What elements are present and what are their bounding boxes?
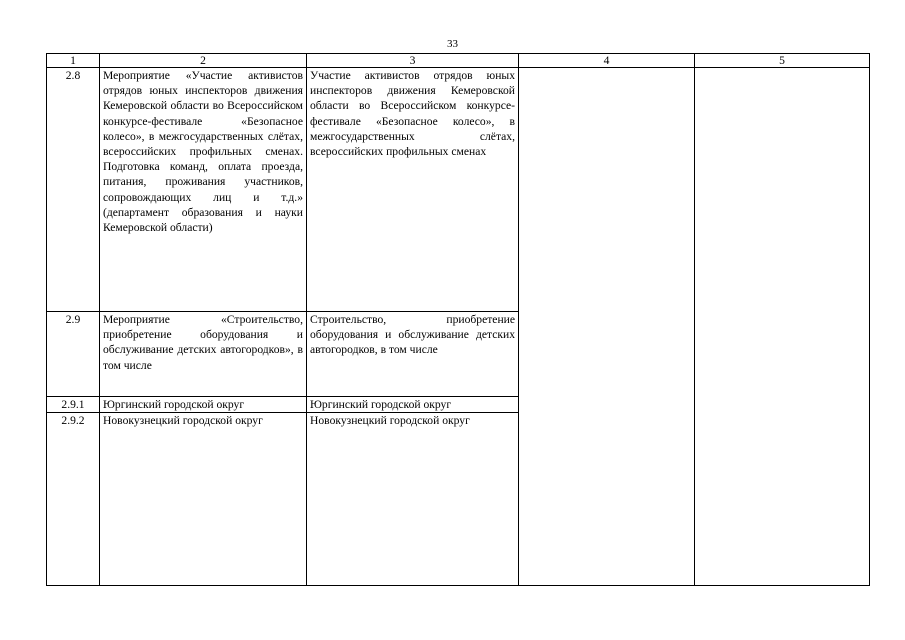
row-number: 2.9.1 [47, 397, 100, 413]
page-number: 33 [447, 38, 458, 50]
measure-name: Мероприятие «Строительство, приобретение оборудования и обслуживание детских автогородков», в том числе [100, 312, 307, 397]
measure-description: Юргинский городской округ [307, 397, 519, 413]
column-4-cell [519, 68, 695, 586]
measures-table [46, 53, 870, 586]
measure-name: Новокузнецкий городской округ [100, 413, 307, 586]
measure-description: Новокузнецкий городской округ [307, 413, 519, 586]
measure-description: Участие активистов отрядов юных инспекторов движения Кемеровской области во Всероссийском конкурсе-фестивале «Безопасное колесо», в межгосударственных слётах, всероссийских профильных сменах [307, 68, 519, 312]
column-header-4: 4 [519, 54, 695, 68]
column-header-2: 2 [100, 54, 307, 68]
measure-name: Мероприятие «Участие активистов отрядов юных инспекторов движения Кемеровской области во Всероссийском конкурсе-фестивале «Безопасное колесо», в межгосударственных слётах, всероссийских профильных сменах. Подготовка команд, оплата проезда, питания, проживания участников, сопровождающих лиц и т.д.» (департамент образования и науки Кемеровской области) [100, 68, 307, 312]
measure-description: Строительство, приобретение оборудования и обслуживание детских автогородков, в том числе [307, 312, 519, 397]
row-number: 2.9 [47, 312, 100, 397]
table-header-row [47, 54, 870, 68]
table-row [47, 68, 870, 312]
column-header-5: 5 [695, 54, 870, 68]
row-number: 2.8 [47, 68, 100, 312]
column-5-cell [695, 68, 870, 586]
measure-name: Юргинский городской округ [100, 397, 307, 413]
column-header-3: 3 [307, 54, 519, 68]
row-number: 2.9.2 [47, 413, 100, 586]
column-header-1: 1 [47, 54, 100, 68]
